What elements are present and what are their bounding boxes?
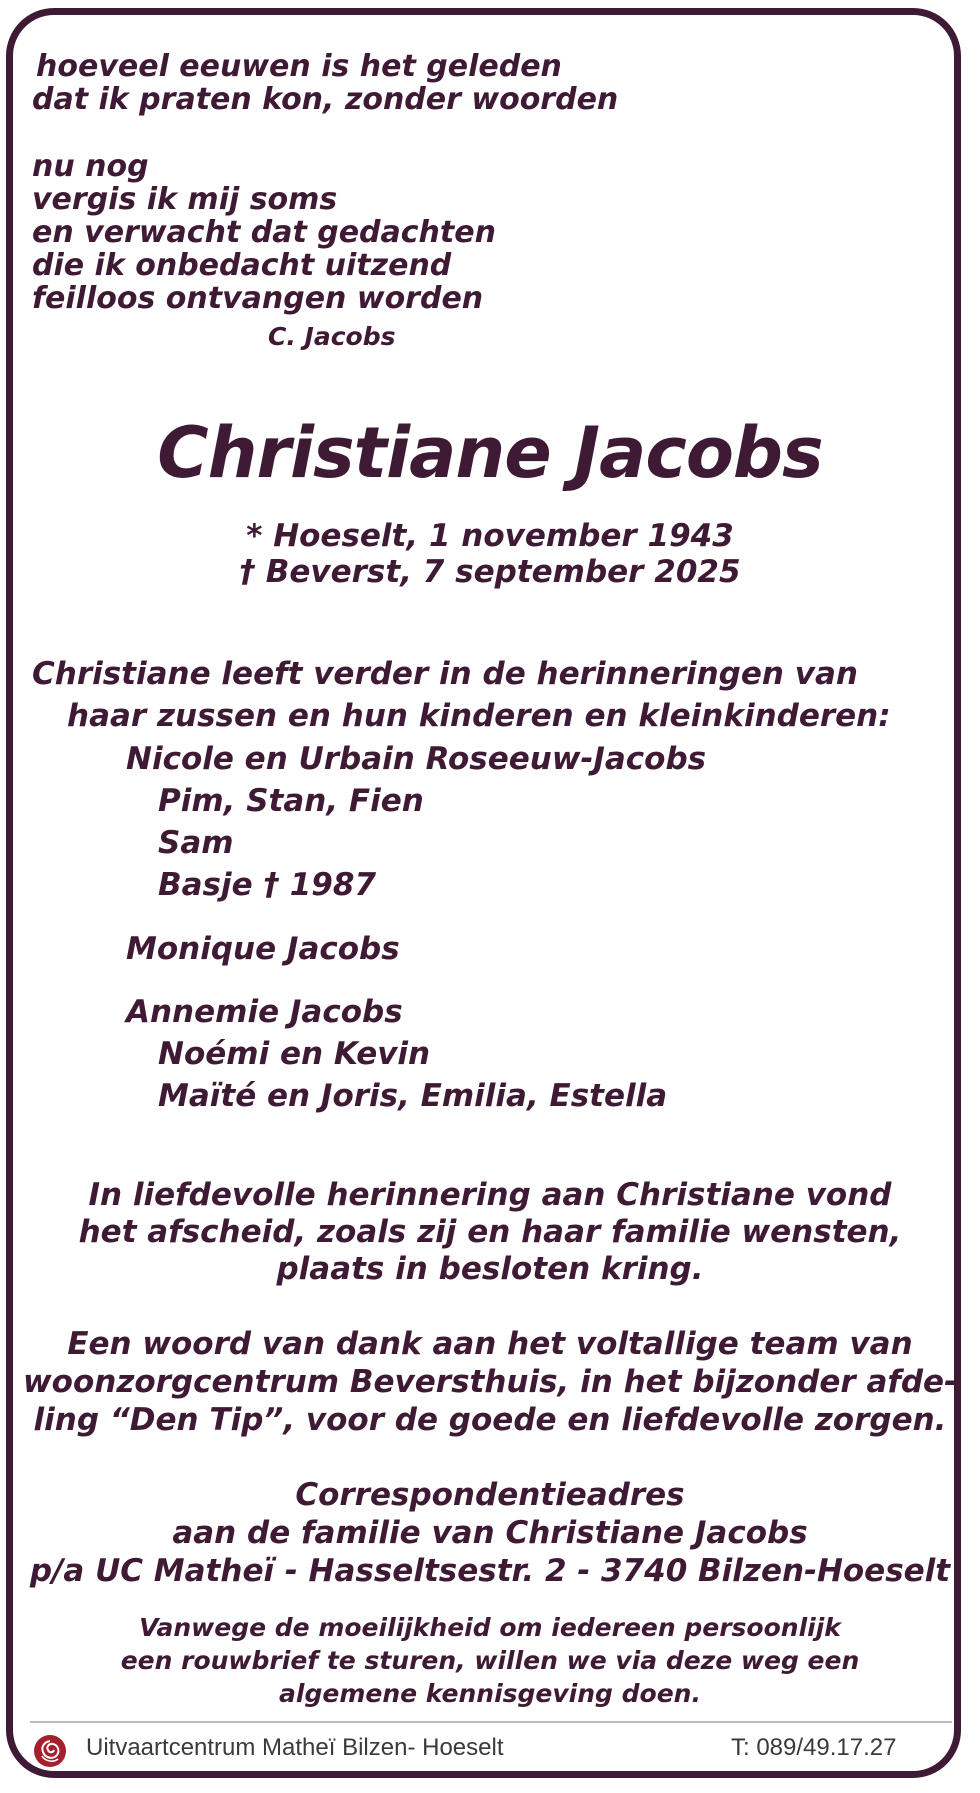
farewell-line: In liefdevolle herinnering aan Christiane vond bbox=[88, 1177, 892, 1213]
family-member: Pim, Stan, Fien bbox=[158, 783, 424, 819]
notice-line: algemene kennisgeving doen. bbox=[279, 1679, 701, 1708]
family-member: Nicole en Urbain Roseeuw-Jacobs bbox=[126, 741, 707, 777]
poem-line: die ik onbedacht uitzend bbox=[32, 248, 452, 283]
family-intro: haar zussen en hun kinderen en kleinkinderen: bbox=[67, 698, 891, 734]
thanks-line: ling “Den Tip”, voor de goede en liefdevolle zorgen. bbox=[33, 1402, 947, 1438]
family-intro: Christiane leeft verder in de herinneringen van bbox=[32, 656, 858, 692]
poem-line: vergis ik mij soms bbox=[32, 182, 338, 217]
footer-phone: T: 089/49.17.27 bbox=[731, 1734, 897, 1761]
rose-icon bbox=[33, 1734, 67, 1768]
family-member: Basje † 1987 bbox=[158, 867, 377, 903]
farewell-line: plaats in besloten kring. bbox=[276, 1251, 704, 1287]
thanks-line: woonzorgcentrum Beversthuis, in het bijzonder afde- bbox=[23, 1364, 957, 1400]
correspondence-line: aan de familie van Christiane Jacobs bbox=[172, 1515, 808, 1551]
birth-date: * Hoeselt, 1 november 1943 bbox=[246, 518, 734, 554]
poem-line: dat ik praten kon, zonder woorden bbox=[32, 82, 619, 117]
footer-company: Uitvaartcentrum Matheï Bilzen- Hoeselt bbox=[86, 1734, 504, 1761]
correspondence-line: p/a UC Matheï - Hasseltsestr. 2 - 3740 Bilzen-Hoeselt bbox=[29, 1553, 951, 1589]
poem-line: feilloos ontvangen worden bbox=[32, 281, 484, 316]
deceased-name: Christiane Jacobs bbox=[157, 412, 823, 494]
family-member: Sam bbox=[158, 825, 234, 861]
farewell-line: het afscheid, zoals zij en haar familie wensten, bbox=[78, 1214, 902, 1250]
notice-line: Vanwege de moeilijkheid om iedereen persoonlijk bbox=[139, 1613, 841, 1642]
correspondence-line: Correspondentieadres bbox=[295, 1477, 685, 1513]
family-member: Monique Jacobs bbox=[126, 931, 400, 967]
poem-author: C. Jacobs bbox=[268, 322, 396, 351]
family-member: Annemie Jacobs bbox=[126, 994, 403, 1030]
footer-divider bbox=[30, 1721, 952, 1723]
notice-line: een rouwbrief te sturen, willen we via deze weg een bbox=[120, 1646, 860, 1675]
family-member: Noémi en Kevin bbox=[158, 1036, 431, 1072]
family-member: Maïté en Joris, Emilia, Estella bbox=[158, 1078, 668, 1114]
poem-line: en verwacht dat gedachten bbox=[32, 215, 496, 250]
thanks-line: Een woord van dank aan het voltallige team van bbox=[67, 1326, 913, 1362]
poem-line: nu nog bbox=[32, 149, 149, 184]
death-date: † Beverst, 7 september 2025 bbox=[239, 554, 741, 590]
poem-line: hoeveel eeuwen is het geleden bbox=[36, 49, 562, 84]
